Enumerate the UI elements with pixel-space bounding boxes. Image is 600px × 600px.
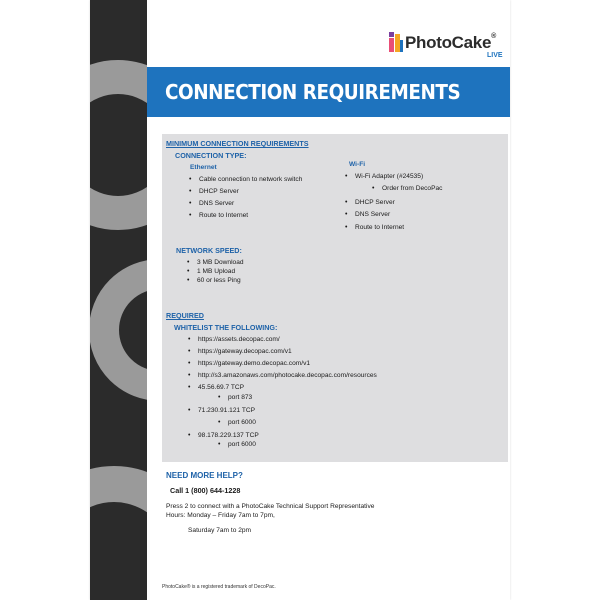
ethernet-item: • DHCP Server bbox=[199, 188, 239, 195]
ethernet-item: • Cable connection to network switch bbox=[199, 176, 302, 183]
speed-item: • 60 or less Ping bbox=[197, 277, 241, 284]
required-heading: REQUIRED bbox=[166, 311, 204, 320]
minimum-heading: MINIMUM CONNECTION REQUIREMENTS bbox=[166, 139, 309, 148]
help-heading: NEED MORE HELP? bbox=[166, 471, 243, 480]
wifi-heading: Wi-Fi bbox=[349, 161, 366, 168]
whitelist-item: • 71.230.91.121 TCP bbox=[198, 407, 255, 414]
trademark-footer: PhotoCake® is a registered trademark of DecoPac. bbox=[162, 584, 276, 590]
ethernet-item: • Route to Internet bbox=[199, 212, 248, 219]
page-title: CONNECTION REQUIREMENTS bbox=[165, 80, 461, 104]
whitelist-item: • 98.178.229.137 TCP bbox=[198, 432, 259, 439]
logo-wordmark: PhotoCake® bbox=[405, 33, 496, 52]
whitelist-subitem: • port 6000 bbox=[228, 419, 256, 426]
whitelist-item: • https://gateway.demo.decopac.com/v1 bbox=[198, 360, 310, 367]
connection-type-heading: CONNECTION TYPE: bbox=[175, 151, 247, 160]
ethernet-item: • DNS Server bbox=[199, 200, 234, 207]
photocake-logo bbox=[387, 30, 507, 60]
support-hours-saturday: Saturday 7am to 2pm bbox=[188, 527, 252, 534]
whitelist-item: • https://assets.decopac.com/ bbox=[198, 336, 280, 343]
whitelist-item: • 45.56.69.7 TCP bbox=[198, 384, 244, 391]
whitelist-subitem: • port 873 bbox=[228, 394, 252, 401]
speed-item: • 3 MB Download bbox=[197, 259, 244, 266]
wifi-subitem: • Order from DecoPac bbox=[382, 185, 442, 192]
wifi-item: • Wi-Fi Adapter (#24535) bbox=[355, 173, 423, 180]
wifi-item: • Route to Internet bbox=[355, 224, 404, 231]
support-hours: Hours: Monday – Friday 7am to 7pm, bbox=[166, 512, 275, 519]
whitelist-item: • http://s3.amazonaws.com/photocake.decopac.com/resources bbox=[198, 372, 377, 379]
logo-mark-icon bbox=[387, 30, 405, 56]
logo-live-label: LIVE bbox=[487, 52, 503, 59]
decorative-sidebar bbox=[90, 0, 147, 600]
whitelist-subitem: • port 6000 bbox=[228, 441, 256, 448]
title-banner bbox=[147, 67, 510, 117]
wifi-item: • DNS Server bbox=[355, 211, 390, 218]
wifi-item: • DHCP Server bbox=[355, 199, 395, 206]
support-phone: Call 1 (800) 644-1228 bbox=[170, 486, 241, 495]
speed-item: • 1 MB Upload bbox=[197, 268, 235, 275]
whitelist-heading: WHITELIST THE FOLLOWING: bbox=[174, 323, 278, 332]
ethernet-heading: Ethernet bbox=[190, 164, 217, 171]
network-speed-heading: NETWORK SPEED: bbox=[176, 246, 242, 255]
whitelist-item: • https://gateway.decopac.com/v1 bbox=[198, 348, 292, 355]
ring-decoration bbox=[90, 0, 147, 600]
support-instructions: Press 2 to connect with a PhotoCake Technical Support Representative bbox=[166, 503, 375, 510]
